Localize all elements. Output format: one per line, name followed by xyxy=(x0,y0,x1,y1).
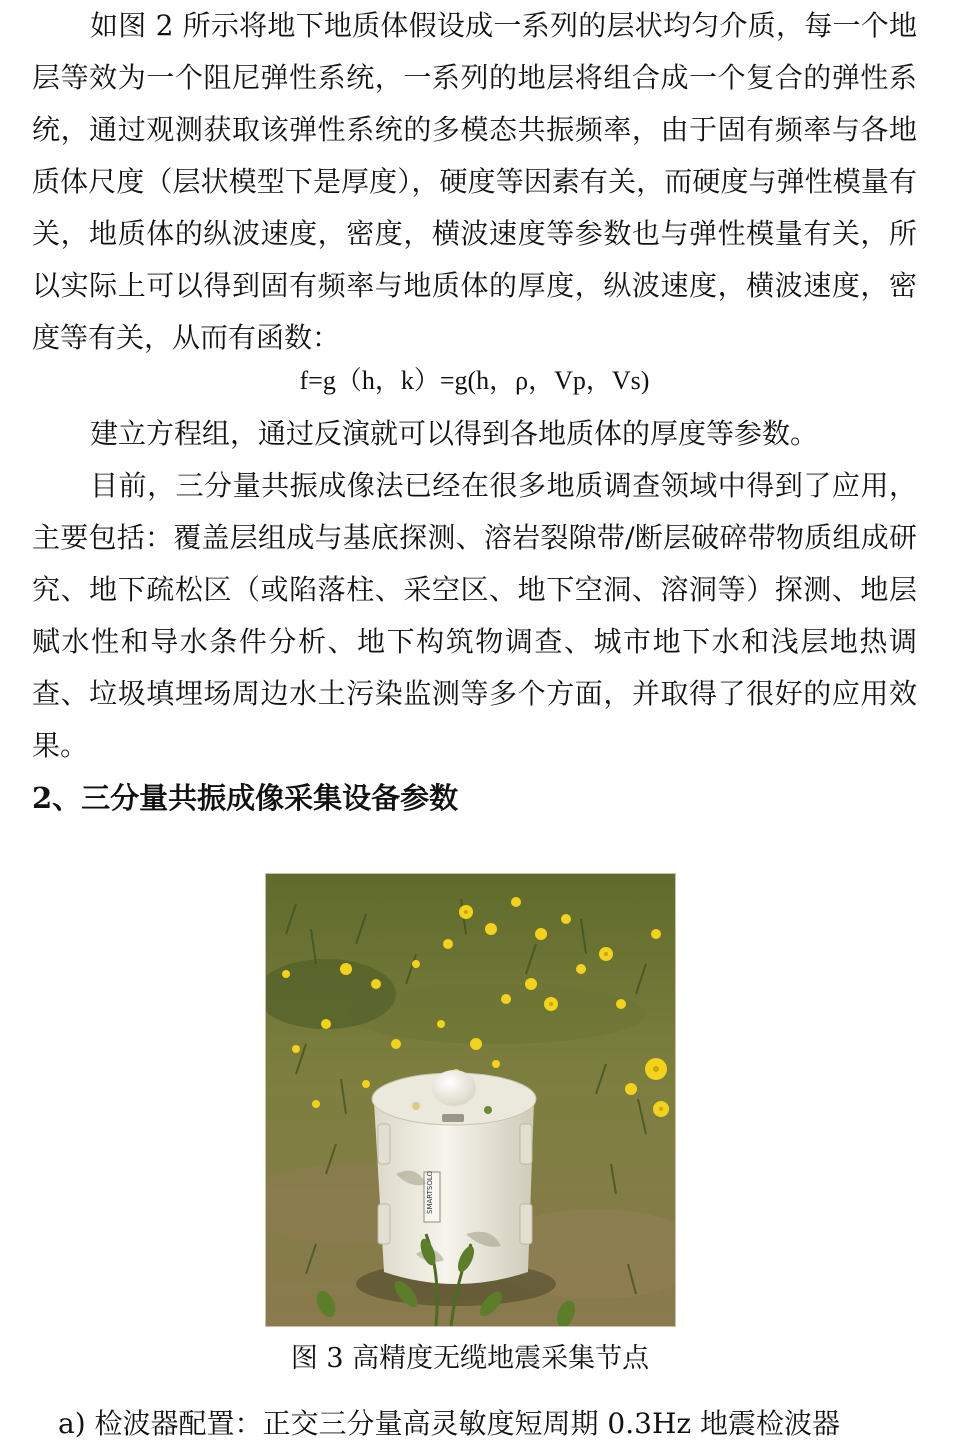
figure-caption: 图 3 高精度无缆地震采集节点 xyxy=(290,1343,650,1374)
device-label: SMARTSOLO xyxy=(426,1170,434,1214)
paragraph-resonance-model: 如图 2 所示将地下地质体假设成一系列的层状均匀介质，每一个地层等效为一个阻尼弹性系统，一系列的地层将组合成一个复合的弹性系统，通过观测获取该弹性系统的多模态共振频率，由于固有频率与各地质体尺度（层状模型下是厚度），硬度等因素有关，而硬度与弹性模量有关，地质体的纵波速度，密度，横波速度等参数也与弹性模量有关，所以实际上可以得到固有频率与地质体的厚度，纵波速度，横波速度，密度等有关，从而有函数： xyxy=(32,9,917,354)
paragraph-inversion: 建立方程组，通过反演就可以得到各地质体的厚度等参数。 xyxy=(90,417,819,450)
seismic-node-photo xyxy=(265,873,676,1327)
section-heading: 2、三分量共振成像采集设备参数 xyxy=(32,781,459,815)
spec-item-geophone: a) 检波器配置：正交三分量高灵敏度短周期 0.3Hz 地震检波器 xyxy=(58,1407,841,1440)
paragraph-applications: 目前，三分量共振成像法已经在很多地质调查领域中得到了应用，主要包括：覆盖层组成与基底探测、溶岩裂隙带/断层破碎带物质组成研究、地下疏松区（或陷落柱、采空区、地下空洞、溶洞等）探测、地层赋水性和导水条件分析、地下构筑物调查、城市地下水和浅层地热调查、垃圾填埋场周边水土污染监测等多个方面，并取得了很好的应用效果。 xyxy=(32,469,917,762)
photo-illustration xyxy=(266,874,675,1326)
formula: f=g（h，k）=g(h，ρ，Vp，Vs) xyxy=(299,366,650,395)
